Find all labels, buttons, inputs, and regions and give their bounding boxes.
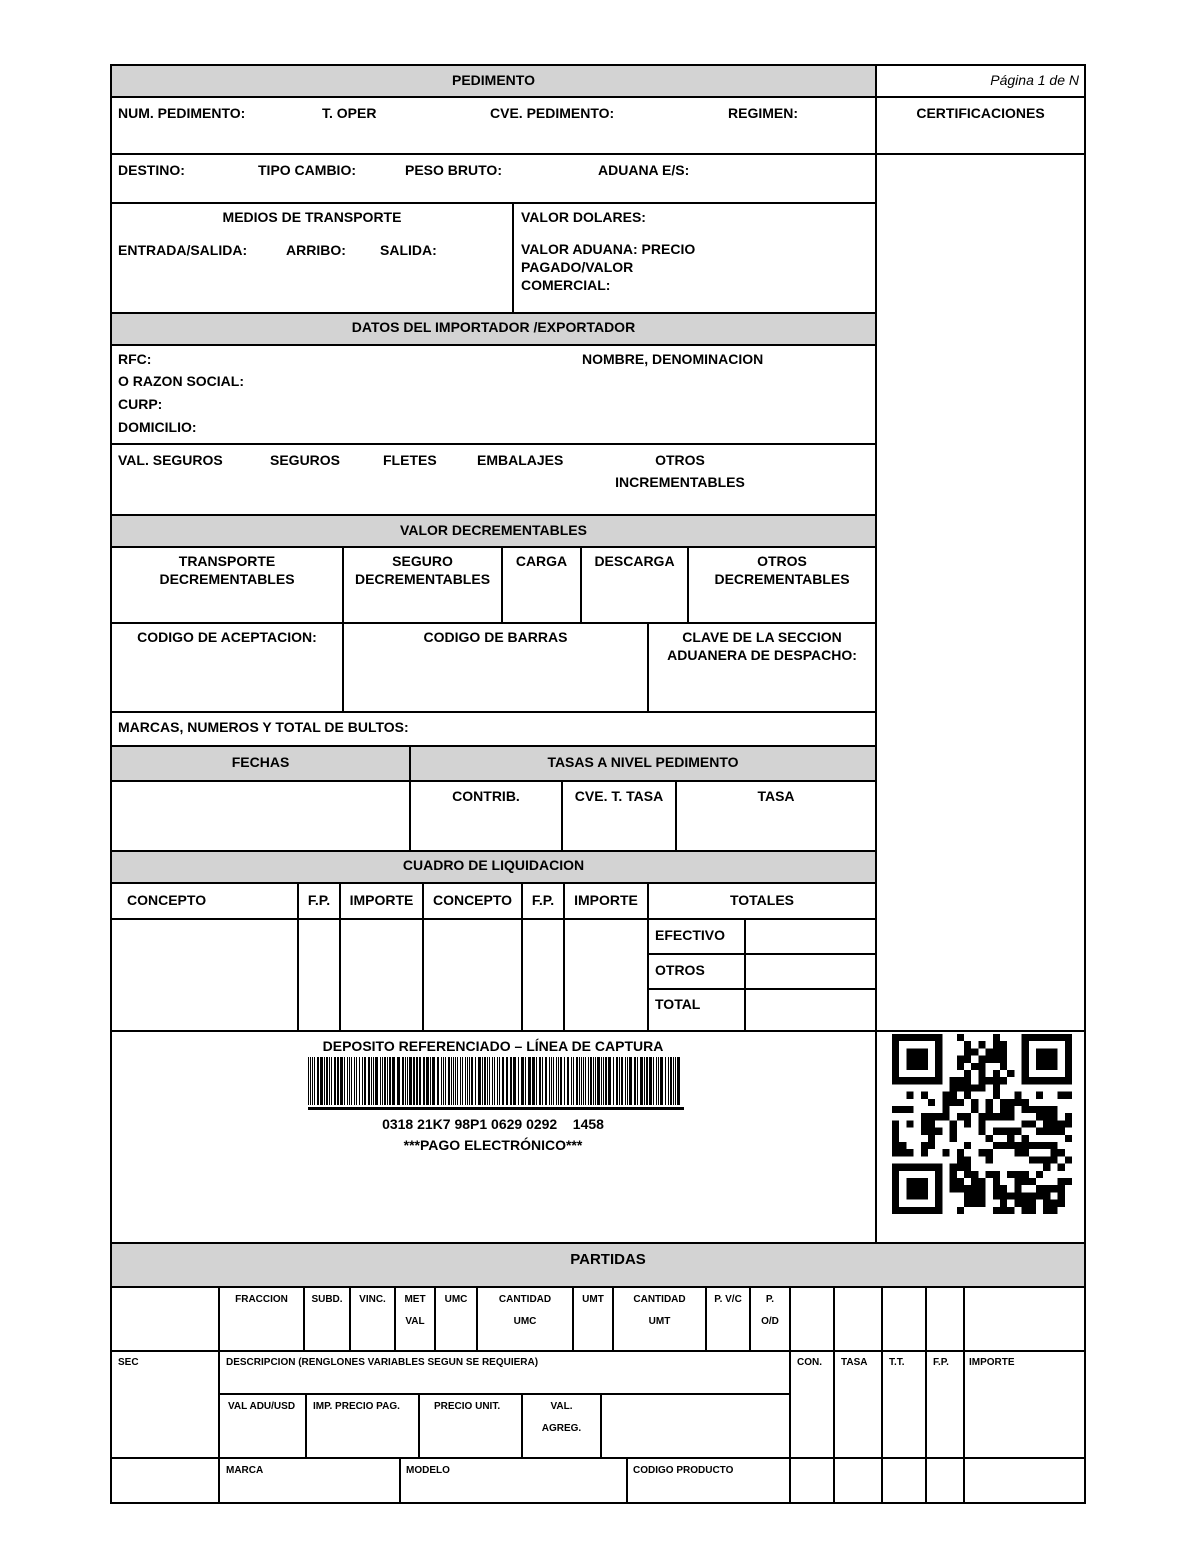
fletes-label: FLETES — [383, 452, 437, 468]
met-val-label-2: VAL — [405, 1316, 425, 1327]
fp-partida-label: F.P. — [933, 1357, 949, 1368]
medios-transporte-title: MEDIOS DE TRANSPORTE — [222, 209, 402, 225]
codigo-aceptacion-label: CODIGO DE ACEPTACION: — [137, 629, 317, 645]
precio-unit-label: PRECIO UNIT. — [434, 1401, 501, 1412]
subd-label: SUBD. — [311, 1294, 343, 1305]
concepto-label-2: CONCEPTO — [432, 892, 513, 908]
importe-label-2: IMPORTE — [574, 892, 638, 908]
cantidad-umt-label-1: CANTIDAD — [633, 1294, 686, 1305]
codigo-barras-label: CODIGO DE BARRAS — [423, 629, 568, 645]
con-label: CON. — [797, 1357, 822, 1368]
cve-t-tasa-label: CVE. T. TASA — [574, 788, 664, 804]
tasa-partida-label: TASA — [841, 1357, 868, 1368]
fechas-title: FECHAS — [231, 754, 290, 770]
deposito-title: DEPOSITO REFERENCIADO – LÍNEA DE CAPTURA — [322, 1038, 664, 1054]
certificaciones-title: CERTIFICACIONES — [916, 105, 1045, 121]
seguro-decrementables-1: SEGURO — [392, 553, 453, 569]
pod-label-1: P. — [765, 1294, 775, 1305]
otros-decrementables-1: OTROS — [757, 553, 807, 569]
importador-title: DATOS DEL IMPORTADOR /EXPORTADOR — [351, 319, 636, 335]
concepto-label-1: CONCEPTO — [127, 892, 207, 908]
curp-label: CURP: — [118, 396, 163, 412]
liquidacion-title: CUADRO DE LIQUIDACION — [402, 857, 585, 873]
arribo-label: ARRIBO: — [286, 242, 346, 258]
otros-incrementables-label-2: INCREMENTABLES — [615, 474, 745, 490]
regimen-label: REGIMEN: — [728, 105, 798, 121]
imp-precio-label: IMP. PRECIO PAG. — [313, 1401, 400, 1412]
fp-label-2: F.P. — [531, 892, 555, 908]
pvc-label: P. V/C — [714, 1294, 742, 1305]
domicilio-label: DOMICILIO: — [118, 419, 197, 435]
aduana-label: ADUANA E/S: — [598, 162, 690, 178]
pedimento-title: PEDIMENTO — [452, 72, 535, 88]
codigo-producto-label: CODIGO PRODUCTO — [633, 1465, 734, 1476]
decrementables-title: VALOR DECREMENTABLES — [400, 522, 587, 538]
valor-aduana-label-3: COMERCIAL: — [521, 277, 611, 293]
transporte-decrementables-1: TRANSPORTE — [178, 553, 276, 569]
val-seguros-label: VAL. SEGUROS — [118, 452, 223, 468]
razon-social-label: O RAZON SOCIAL: — [118, 373, 244, 389]
cve-pedimento-label: CVE. PEDIMENTO: — [490, 105, 615, 121]
importe-partida-label: IMPORTE — [969, 1357, 1015, 1368]
valor-aduana-label-2: PAGADO/VALOR — [521, 259, 634, 275]
partidas-title: PARTIDAS — [570, 1251, 646, 1268]
num-pedimento-label: NUM. PEDIMENTO: — [118, 105, 246, 121]
fraccion-label: FRACCION — [235, 1294, 288, 1305]
descripcion-label: DESCRIPCION (RENGLONES VARIABLES SEGUN SE REQUIERA) — [226, 1357, 539, 1368]
tasas-title: TASAS A NIVEL PEDIMENTO — [547, 754, 739, 770]
page-number: Página 1 de N — [990, 72, 1079, 88]
linea-captura-code: 0318 21K7 98P1 0629 0292 1458 — [382, 1116, 604, 1132]
linea-captura-barcode — [308, 1057, 684, 1111]
otros-total-label: OTROS — [655, 962, 705, 978]
destino-label: DESTINO: — [118, 162, 185, 178]
fp-label-1: F.P. — [307, 892, 331, 908]
entrada-salida-label: ENTRADA/SALIDA: — [118, 242, 248, 258]
peso-bruto-label: PESO BRUTO: — [405, 162, 502, 178]
cantidad-umc-label-2: UMC — [513, 1316, 537, 1327]
valor-dolares-label: VALOR DOLARES: — [521, 209, 646, 225]
importe-label-1: IMPORTE — [349, 892, 414, 908]
pago-electronico-label: ***PAGO ELECTRÓNICO*** — [403, 1137, 583, 1153]
seguros-label: SEGUROS — [270, 452, 341, 468]
marcas-bultos-label: MARCAS, NUMEROS Y TOTAL DE BULTOS: — [118, 719, 409, 735]
tasa-label: TASA — [757, 788, 795, 804]
vinc-label: VINC. — [359, 1294, 386, 1305]
val-agreg-label-2: AGREG. — [541, 1423, 582, 1434]
tt-label: T.T. — [889, 1357, 905, 1368]
pod-label-2: O/D — [761, 1316, 779, 1327]
t-oper-label: T. OPER — [322, 105, 377, 121]
contrib-label: CONTRIB. — [452, 788, 520, 804]
sec-label: SEC — [118, 1357, 139, 1368]
otros-incrementables-label-1: OTROS — [655, 452, 705, 468]
umt-label: UMT — [582, 1294, 604, 1305]
cantidad-umt-label-2: UMT — [648, 1316, 671, 1327]
total-label: TOTAL — [655, 996, 701, 1012]
tipo-cambio-label: TIPO CAMBIO: — [258, 162, 356, 178]
efectivo-label: EFECTIVO — [655, 927, 726, 943]
qr-code — [892, 1034, 1072, 1214]
modelo-label: MODELO — [406, 1465, 450, 1476]
nombre-label: NOMBRE, DENOMINACION — [582, 351, 764, 367]
met-val-label-1: MET — [404, 1294, 426, 1305]
totales-label: TOTALES — [729, 892, 795, 908]
seguro-decrementables-2: DECREMENTABLES — [354, 571, 491, 587]
cantidad-umc-label-1: CANTIDAD — [498, 1294, 552, 1305]
clave-seccion-label-2: ADUANERA DE DESPACHO: — [667, 647, 857, 663]
val-adu-label: VAL ADU/USD — [228, 1401, 296, 1412]
umc-label: UMC — [444, 1294, 468, 1305]
carga-label: CARGA — [515, 553, 568, 569]
valor-aduana-label-1: VALOR ADUANA: PRECIO — [521, 241, 696, 257]
descarga-label: DESCARGA — [594, 553, 675, 569]
clave-seccion-label-1: CLAVE DE LA SECCION — [682, 629, 842, 645]
embalajes-label: EMBALAJES — [477, 452, 564, 468]
marca-label: MARCA — [226, 1465, 264, 1476]
salida-label: SALIDA: — [380, 242, 437, 258]
transporte-decrementables-2: DECREMENTABLES — [159, 571, 295, 587]
rfc-label: RFC: — [118, 351, 152, 367]
otros-decrementables-2: DECREMENTABLES — [714, 571, 850, 587]
val-agreg-label-1: VAL. — [550, 1401, 573, 1412]
